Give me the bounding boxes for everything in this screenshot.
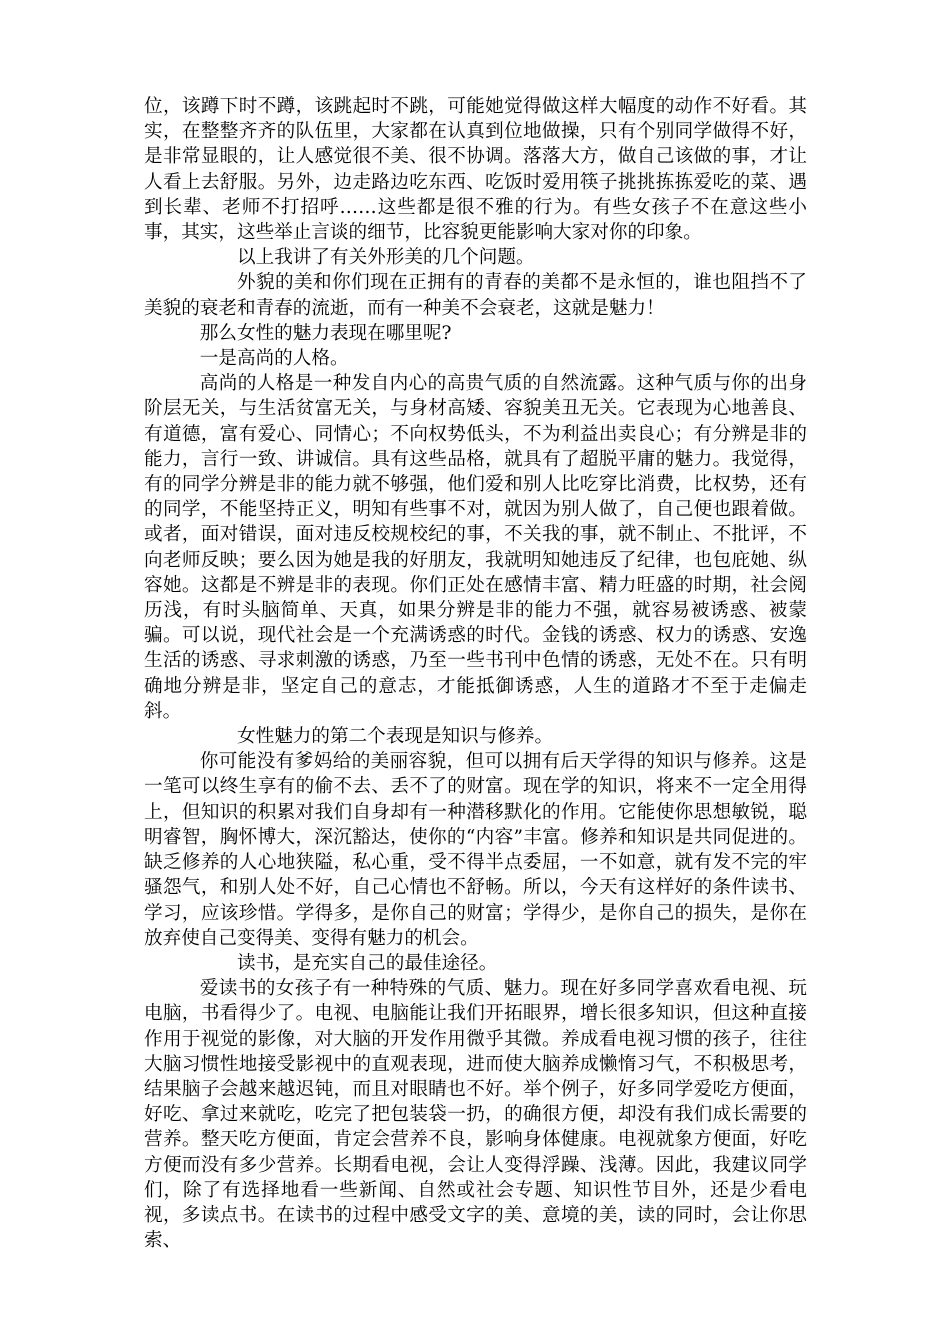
paragraph-2: 以上我讲了有关外形美的几个问题。 bbox=[237, 247, 535, 269]
paragraph-3: 外貌的美和你们现在正拥有的青春的美都不是永恒的，谁也阻挡不了美貌的衰老和青春的流逝，而有一种美不会衰老，这就是魅力！ bbox=[144, 272, 807, 319]
paragraph-10: 爱读书的女孩子有一种特殊的气质、魅力。现在好多同学喜欢看电视、玩电脑，书看得少了。电视、电脑能让我们开拓眼界，增长很多知识，但这种直接作用于视觉的影像，对大脑的开发作用微乎其微。养成看电视习惯的孩子，往往大脑习惯性地接受影视中的直观表现，进而使大脑养成懒惰习气，不积极思考，结果脑子会越来越迟钝，而且对眼睛也不好。举个例子，好多同学爱吃方便面，好吃、拿过来就吃，吃完了把包装袋一扔，的确很方便，却没有我们成长需要的营养。整天吃方便面，肯定会营养不良，影响身体健康。电视就象方便面，好吃方便而没有多少营养。长期看电视，会让人变得浮躁、浅薄。因此，我建议同学们，除了有选择地看一些新闻、自然或社会专题、知识性节目外，还是少看电视，多读点书。在读书的过程中感受文字的美、意境的美，读的同时，会让你思索、 bbox=[144, 978, 807, 1252]
paragraph-4: 那么女性的魅力表现在哪里呢? bbox=[199, 322, 452, 344]
paragraph-7: 女性魅力的第二个表现是知识与修养。 bbox=[237, 726, 554, 748]
paragraph-8: 你可能没有爹妈给的美丽容貌，但可以拥有后天学得的知识与修养。这是一笔可以终生享有的偷不去、丢不了的财富。现在学的知识，将来不一定全用得上，但知识的积累对我们自身却有一种潜移默化的作用。它能使你思想敏锐，聪明睿智，胸怀博大，深沉豁达，使你的“内容”丰富。修养和知识是共同促进的。缺乏修养的人心地狭隘，私心重，受不得半点委屈，一不如意，就有发不完的牢骚怨气，和别人处不好，自己心情也不舒畅。所以，今天有这样好的条件读书、学习，应该珍惜。学得多，是你自己的财富；学得少，是你自己的损失，是你在放弃使自己变得美、变得有魅力的机会。 bbox=[144, 751, 807, 949]
paragraph-1: 位，该蹲下时不蹲，该跳起时不跳，可能她觉得做这样大幅度的动作不好看。其实，在整整齐齐的队伍里，大家都在认真到位地做操，只有个别同学做得不好，是非常显眼的，让人感觉很不美、很不协调。落落大方，做自己该做的事，才让人看上去舒服。另外，边走路边吃东西、吃饭时爱用筷子挑挑拣拣爱吃的菜、遇到长辈、老师不打招呼……这些都是很不雅的行为。有些女孩子不在意这些小事，其实，这些举止言谈的细节，比容貌更能影响大家对你的印象。 bbox=[144, 96, 807, 244]
document-page bbox=[144, 94, 807, 1253]
paragraph-6: 高尚的人格是一种发自内心的高贵气质的自然流露。这种气质与你的出身阶层无关，与生活贫富无关，与身材高矮、容貌美丑无关。它表现为心地善良、有道德，富有爱心、同情心；不向权势低头，不为利益出卖良心；有分辨是非的能力，言行一致、讲诚信。具有这些品格，就具有了超脱平庸的魅力。我觉得，有的同学分辨是非的能力就不够强，他们爱和别人比吃穿比消费，比权势，还有的同学，不能坚持正义，明知有些事不对，就因为别人做了，自己便也跟着做。或者，面对错误，面对违反校规校纪的事，不关我的事，就不制止、不批评，不向老师反映；要么因为她是我的好朋友，我就明知她违反了纪律，也包庇她、纵容她。这都是不辨是非的表现。你们正处在感情丰富、精力旺盛的时期，社会阅历浅，有时头脑简单、天真，如果分辨是非的能力不强，就容易被诱惑、被蒙骗。可以说，现代社会是一个充满诱惑的时代。金钱的诱惑、权力的诱惑、安逸生活的诱惑、寻求刺激的诱惑，乃至一些书刊中色情的诱惑，无处不在。只有明确地分辨是非，坚定自己的意志，才能抵御诱惑，人生的道路才不至于走偏走斜。 bbox=[144, 373, 807, 722]
paragraph-9: 读书，是充实自己的最佳途径。 bbox=[237, 952, 498, 974]
paragraph-5: 一是高尚的人格。 bbox=[199, 348, 349, 370]
